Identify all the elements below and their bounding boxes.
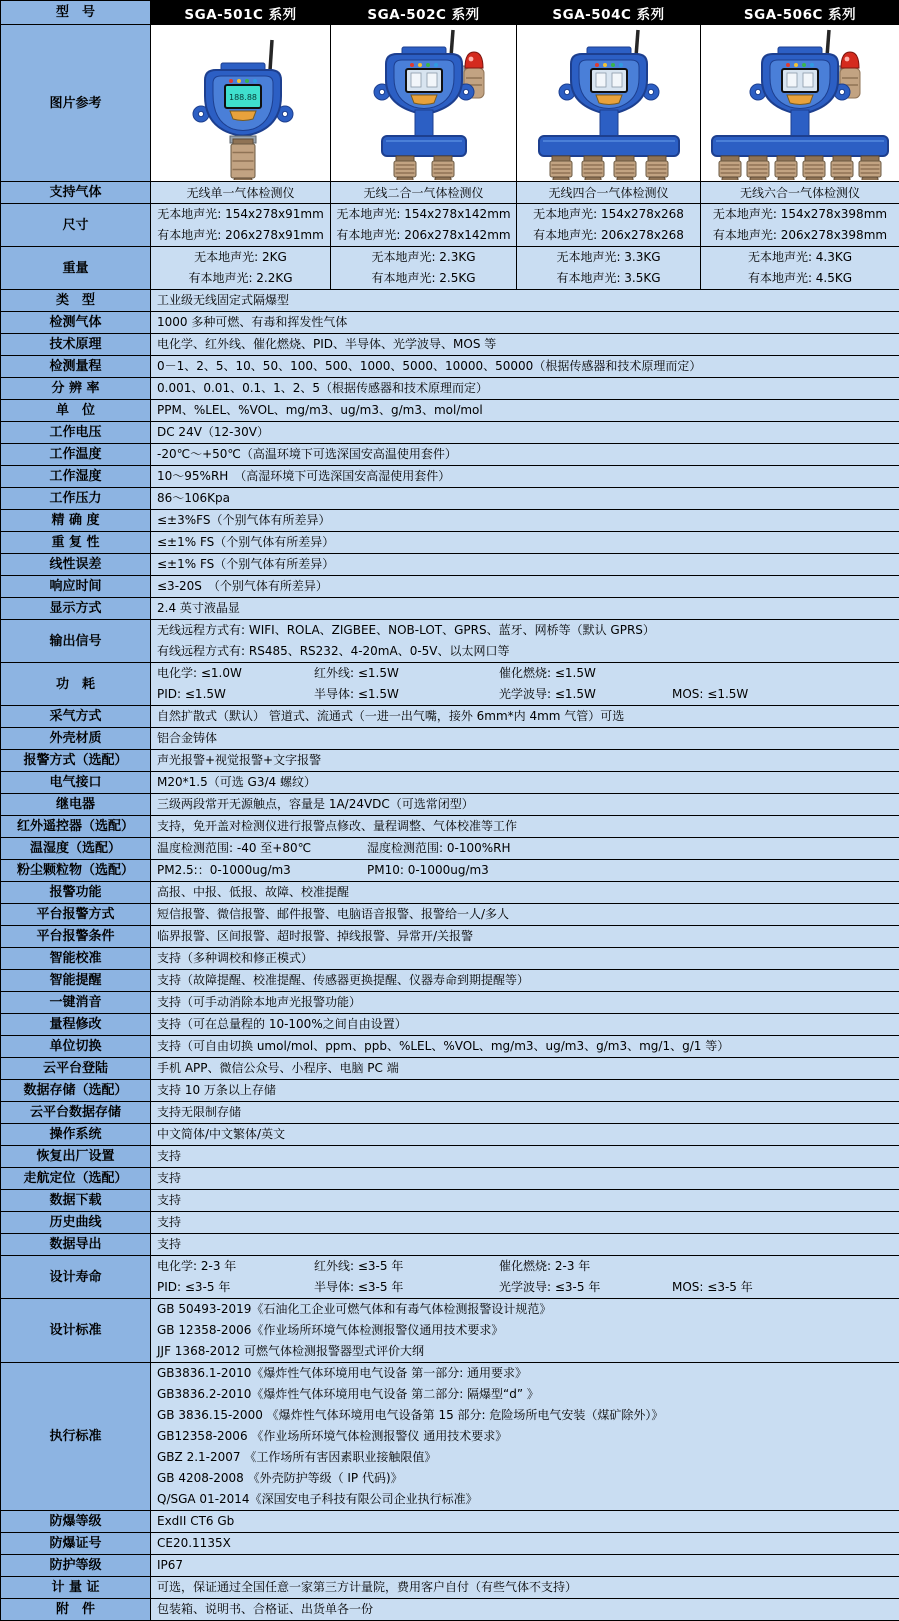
row-label: 重 复 性: [1, 532, 151, 554]
spec-row: [1, 400, 899, 422]
spec-value-cell: [151, 1555, 899, 1577]
spec-value-line: 86～106Kpa: [157, 488, 893, 509]
spec-value-line: PPM、%LEL、%VOL、mg/m3、ug/m3、g/m3、mol/mol: [157, 400, 893, 421]
row-label: 执行标准: [1, 1363, 151, 1511]
spec-value-line: ≤3-20S （个别气体有所差异）: [157, 576, 893, 597]
spec-value-cell: [151, 1102, 899, 1124]
spec-value-line: GBZ 2.1-2007 《工作场所有害因素职业接触限值》: [157, 1447, 893, 1468]
spec-value-line: 包装箱、说明书、合格证、出货单各一份: [157, 1599, 893, 1620]
spec-row: [1, 1212, 899, 1234]
spec-value-line: 支持: [157, 1146, 893, 1167]
spec-value-cell: [151, 772, 899, 794]
product-value-line: 有本地声光: 2.5KG: [333, 268, 514, 289]
product-value-line: 有本地声光: 4.5KG: [703, 268, 897, 289]
spec-value-line: GB3836.1-2010《爆炸性气体环境用电气设备 第一部分: 通用要求》: [157, 1363, 893, 1384]
product-value-line: 有本地声光: 3.5KG: [519, 268, 698, 289]
row-label: 技术原理: [1, 334, 151, 356]
row-label: 电气接口: [1, 772, 151, 794]
spec-value-cell: [151, 1014, 899, 1036]
spec-value-segment: PM10: 0-1000ug/m3: [367, 860, 489, 881]
spec-value-line: 支持（可手动消除本地声光报警功能）: [157, 992, 893, 1013]
spec-value-cell: [151, 1036, 899, 1058]
row-label: 线性误差: [1, 554, 151, 576]
row-label: 检测量程: [1, 356, 151, 378]
row-label: 重量: [1, 247, 151, 290]
row-label: 显示方式: [1, 598, 151, 620]
spec-value-cell: [151, 860, 899, 882]
product-value-line: 有本地声光: 2.2KG: [153, 268, 328, 289]
spec-row: [1, 1577, 899, 1599]
spec-row: [1, 728, 899, 750]
product-value-line: 无本地声光: 2.3KG: [333, 247, 514, 268]
spec-row: [1, 356, 899, 378]
spec-value-cell: [151, 1599, 899, 1621]
model-name-2: SGA-502C 系列: [331, 1, 517, 25]
spec-value-cell: [151, 576, 899, 598]
row-label: 温湿度（选配）: [1, 838, 151, 860]
product-value-line: 无本地声光: 3.3KG: [519, 247, 698, 268]
row-label: 工作电压: [1, 422, 151, 444]
spec-row: [1, 290, 899, 312]
spec-value-cell: [151, 948, 899, 970]
product-value-cell: [701, 204, 899, 247]
spec-value-cell: [151, 1577, 899, 1599]
row-label: 类 型: [1, 290, 151, 312]
product-value-cell: 无线二合一气体检测仪: [331, 182, 517, 204]
spec-row: [1, 1190, 899, 1212]
spec-value-cell: [151, 422, 899, 444]
spec-value-cell: [151, 1212, 899, 1234]
row-label: 继电器: [1, 794, 151, 816]
spec-row: [1, 1256, 899, 1299]
spec-value-cell: [151, 1511, 899, 1533]
row-label: 精 确 度: [1, 510, 151, 532]
spec-row: [1, 816, 899, 838]
spec-value-segment: 红外线: ≤3-5 年: [314, 1256, 499, 1277]
product-value-line: 有本地声光: 206x278x142mm: [333, 225, 514, 246]
spec-value-cell: [151, 1234, 899, 1256]
spec-row: [1, 794, 899, 816]
row-label: 量程修改: [1, 1014, 151, 1036]
product-image-cell-4: [701, 25, 899, 182]
spec-row: [1, 860, 899, 882]
svg-text:188.88: 188.88: [229, 93, 257, 102]
row-label: 粉尘颗粒物（选配）: [1, 860, 151, 882]
spec-value-cell: [151, 510, 899, 532]
product-value-line: 无本地声光: 2KG: [153, 247, 328, 268]
spec-row: [1, 1168, 899, 1190]
spec-value-cell: [151, 794, 899, 816]
spec-row: [1, 1555, 899, 1577]
row-label: 操作系统: [1, 1124, 151, 1146]
product-value-cell: [701, 247, 899, 290]
row-label: 设计标准: [1, 1299, 151, 1363]
spec-row: [1, 1511, 899, 1533]
spec-row: [1, 1533, 899, 1555]
spec-row: [1, 706, 899, 728]
spec-value-cell: [151, 598, 899, 620]
image-row-label: 图片参考: [1, 25, 151, 182]
spec-value-line: ≤±1% FS（个别气体有所差异）: [157, 554, 893, 575]
gas-detector-single-sensor-image: [151, 26, 330, 180]
spec-value-line: 支持: [157, 1190, 893, 1211]
spec-value-line: 支持（故障提醒、校准提醒、传感器更换提醒、仪器寿命到期提醒等）: [157, 970, 893, 991]
spec-value-line: [157, 663, 893, 684]
spec-row: [1, 750, 899, 772]
product-value-cell: 无线单一气体检测仪: [151, 182, 331, 204]
row-label: 工作压力: [1, 488, 151, 510]
model-name-4: SGA-506C 系列: [701, 1, 899, 25]
row-label: 尺寸: [1, 204, 151, 247]
spec-value-line: GB 4208-2008 《外壳防护等级（ IP 代码)》: [157, 1468, 893, 1489]
row-label: 智能校准: [1, 948, 151, 970]
spec-value-cell: [151, 706, 899, 728]
spec-row: [1, 312, 899, 334]
row-label: 支持气体: [1, 182, 151, 204]
product-row: [1, 247, 899, 290]
spec-row: [1, 1036, 899, 1058]
spec-value-segment: 半导体: ≤3-5 年: [314, 1277, 499, 1298]
product-value-cell: 无线六合一气体检测仪: [701, 182, 899, 204]
spec-value-segment: 光学波导: ≤3-5 年: [499, 1277, 672, 1298]
row-label: 计 量 证: [1, 1577, 151, 1599]
product-value-cell: [151, 204, 331, 247]
spec-value-cell: [151, 882, 899, 904]
spec-value-line: 三级两段常开无源触点，容量是 1A/24VDC（可选常闭型）: [157, 794, 893, 815]
spec-value-line: 短信报警、微信报警、邮件报警、电脑语音报警、报警给一人/多人: [157, 904, 893, 925]
spec-value-cell: [151, 1190, 899, 1212]
row-label: 数据存储（选配）: [1, 1080, 151, 1102]
row-label: 云平台数据存储: [1, 1102, 151, 1124]
product-value-line: 无本地声光: 154x278x91mm: [153, 204, 328, 225]
spec-table-body: [1, 1, 899, 1621]
spec-value-line: 支持（可自由切换 umol/mol、ppm、ppb、%LEL、%VOL、mg/m3、ug/m3、g/m3、mg/1、g/1 等）: [157, 1036, 893, 1057]
spec-value-cell: [151, 488, 899, 510]
model-header-row: [1, 1, 899, 25]
spec-value-cell: [151, 728, 899, 750]
spec-value-segment: PM2.5:：0-1000ug/m3: [157, 860, 367, 881]
spec-value-cell: [151, 378, 899, 400]
row-label: 数据导出: [1, 1234, 151, 1256]
spec-value-cell: [151, 926, 899, 948]
model-name-3: SGA-504C 系列: [517, 1, 701, 25]
spec-row: [1, 1234, 899, 1256]
spec-value-line: M20*1.5（可选 G3/4 螺纹）: [157, 772, 893, 793]
product-value-line: 无本地声光: 154x278x398mm: [703, 204, 897, 225]
spec-row: [1, 488, 899, 510]
row-label: 走航定位（选配）: [1, 1168, 151, 1190]
row-label: 检测气体: [1, 312, 151, 334]
spec-value-segment: 温度检测范围: -40 至+80℃: [157, 838, 367, 859]
product-value-cell: [151, 247, 331, 290]
spec-value-cell: [151, 838, 899, 860]
row-label: 分 辨 率: [1, 378, 151, 400]
row-label: 一键消音: [1, 992, 151, 1014]
row-label: 报警方式（选配）: [1, 750, 151, 772]
spec-value-segment: 光学波导: ≤1.5W: [499, 684, 672, 705]
product-row: [1, 182, 899, 204]
spec-value-line: -20℃～+50℃（高温环境下可选深国安高温使用套件）: [157, 444, 893, 465]
row-label: 单 位: [1, 400, 151, 422]
spec-value-cell: [151, 1256, 899, 1299]
spec-row: [1, 510, 899, 532]
spec-row: [1, 554, 899, 576]
spec-value-segment: 湿度检测范围: 0-100%RH: [367, 838, 511, 859]
spec-value-cell: [151, 1124, 899, 1146]
spec-row: [1, 663, 899, 706]
row-label: 数据下载: [1, 1190, 151, 1212]
spec-row: [1, 444, 899, 466]
spec-value-cell: [151, 334, 899, 356]
spec-value-line: 自然扩散式（默认） 管道式、流通式（一进一出气嘴，接外 6mm*内 4mm 气管）可选: [157, 706, 893, 727]
spec-value-line: 1000 多种可燃、有毒和挥发性气体: [157, 312, 893, 333]
product-value-cell: [517, 247, 701, 290]
spec-value-cell: [151, 1363, 899, 1511]
row-label: 历史曲线: [1, 1212, 151, 1234]
spec-row: [1, 1599, 899, 1621]
spec-value-cell: [151, 356, 899, 378]
spec-row: [1, 882, 899, 904]
spec-value-line: 临界报警、区间报警、超时报警、掉线报警、异常开/关报警: [157, 926, 893, 947]
spec-value-line: 10～95%RH （高湿环境下可选深国安高湿使用套件）: [157, 466, 893, 487]
product-row: [1, 204, 899, 247]
spec-value-line: 支持，免开盖对检测仪进行报警点修改、量程调整、气体校准等工作: [157, 816, 893, 837]
spec-row: [1, 1102, 899, 1124]
product-image-cell-1: [151, 25, 331, 182]
product-value-cell: [331, 247, 517, 290]
spec-value-line: [157, 860, 893, 881]
gas-detector-6in1-beacon-image: [701, 26, 899, 180]
image-reference-row: [1, 25, 899, 182]
spec-value-line: 0.001、0.01、0.1、1、2、5（根据传感器和技术原理而定）: [157, 378, 893, 399]
row-label: 报警功能: [1, 882, 151, 904]
spec-value-line: GB 50493-2019《石油化工企业可燃气体和有毒气体检测报警设计规范》: [157, 1299, 893, 1320]
spec-row: [1, 334, 899, 356]
spec-value-line: GB3836.2-2010《爆炸性气体环境用电气设备 第二部分: 隔爆型“d” 》: [157, 1384, 893, 1405]
spec-value-cell: [151, 554, 899, 576]
spec-value-line: 2.4 英寸液晶显: [157, 598, 893, 619]
row-label: 附 件: [1, 1599, 151, 1621]
spec-row: [1, 620, 899, 663]
spec-value-line: GB12358-2006 《作业场所环境气体检测报警仪 通用技术要求》: [157, 1426, 893, 1447]
spec-value-cell: [151, 1299, 899, 1363]
spec-value-line: GB 12358-2006《作业场所环境气体检测报警仪通用技术要求》: [157, 1320, 893, 1341]
row-label: 恢复出厂设置: [1, 1146, 151, 1168]
row-label: 防爆等级: [1, 1511, 151, 1533]
spec-value-line: 有线远程方式有: RS485、RS232、4-20mA、0-5V、以太网口等: [157, 641, 893, 662]
spec-value-cell: [151, 444, 899, 466]
product-value-line: 无本地声光: 154x278x268: [519, 204, 698, 225]
product-value-line: 有本地声光: 206x278x268: [519, 225, 698, 246]
product-value-cell: 无线四合一气体检测仪: [517, 182, 701, 204]
spec-value-cell: [151, 1058, 899, 1080]
row-label: 工作湿度: [1, 466, 151, 488]
spec-value-line: IP67: [157, 1555, 893, 1576]
row-label: 外壳材质: [1, 728, 151, 750]
row-label: 平台报警条件: [1, 926, 151, 948]
spec-value-line: 0－1、2、5、10、50、100、500、1000、5000、10000、50000（根据传感器和技术原理而定）: [157, 356, 893, 377]
spec-value-segment: 催化燃烧: 2-3 年: [499, 1256, 590, 1277]
spec-value-cell: [151, 992, 899, 1014]
spec-row: [1, 1299, 899, 1363]
spec-row: [1, 948, 899, 970]
spec-row: [1, 838, 899, 860]
spec-value-line: 手机 APP、微信公众号、小程序、电脑 PC 端: [157, 1058, 893, 1079]
model-name-1: SGA-501C 系列: [151, 1, 331, 25]
spec-row: [1, 576, 899, 598]
row-label: 设计寿命: [1, 1256, 151, 1299]
spec-value-cell: [151, 1168, 899, 1190]
model-label-cell: 型 号: [1, 1, 151, 25]
spec-row: [1, 1363, 899, 1511]
row-label: 工作温度: [1, 444, 151, 466]
product-value-line: 无本地声光: 154x278x142mm: [333, 204, 514, 225]
spec-row: [1, 422, 899, 444]
spec-row: [1, 904, 899, 926]
spec-value-line: 支持 10 万条以上存储: [157, 1080, 893, 1101]
row-label: 功 耗: [1, 663, 151, 706]
spec-value-cell: [151, 1146, 899, 1168]
row-label: 防护等级: [1, 1555, 151, 1577]
spec-value-cell: [151, 1080, 899, 1102]
spec-value-line: ≤±3%FS（个别气体有所差异）: [157, 510, 893, 531]
spec-value-cell: [151, 290, 899, 312]
gas-detector-2in1-beacon-image: [331, 26, 516, 180]
spec-value-line: Q/SGA 01-2014《深国安电子科技有限公司企业执行标准》: [157, 1489, 893, 1510]
spec-value-cell: [151, 400, 899, 422]
spec-value-line: CE20.1135X: [157, 1533, 893, 1554]
spec-value-line: 工业级无线固定式隔爆型: [157, 290, 893, 311]
spec-row: [1, 1124, 899, 1146]
spec-value-line: [157, 838, 893, 859]
spec-value-line: 支持: [157, 1234, 893, 1255]
spec-row: [1, 466, 899, 488]
row-label: 云平台登陆: [1, 1058, 151, 1080]
row-label: 平台报警方式: [1, 904, 151, 926]
row-label: 响应时间: [1, 576, 151, 598]
spec-value-cell: [151, 663, 899, 706]
product-value-line: 有本地声光: 206x278x91mm: [153, 225, 328, 246]
spec-value-line: JJF 1368-2012 可燃气体检测报警器型式评价大纲: [157, 1341, 893, 1362]
spec-value-line: 支持: [157, 1168, 893, 1189]
spec-row: [1, 378, 899, 400]
spec-row: [1, 772, 899, 794]
spec-value-cell: [151, 466, 899, 488]
spec-value-line: 无线远程方式有: WIFI、ROLA、ZIGBEE、NOB-LOT、GPRS、蓝牙、网桥等（默认 GPRS）: [157, 620, 893, 641]
spec-value-line: 高报、中报、低报、故障、校准提醒: [157, 882, 893, 903]
row-label: 采气方式: [1, 706, 151, 728]
product-image-cell-3: [517, 25, 701, 182]
gas-detector-4in1-image: [517, 26, 700, 180]
spec-value-line: 中文简体/中文繁体/英文: [157, 1124, 893, 1145]
spec-row: [1, 992, 899, 1014]
spec-value-segment: PID: ≤3-5 年: [157, 1277, 314, 1298]
spec-row: [1, 598, 899, 620]
spec-value-cell: [151, 532, 899, 554]
product-image-cell-2: [331, 25, 517, 182]
spec-value-line: ExdII CT6 Gb: [157, 1511, 893, 1532]
spec-row: [1, 1146, 899, 1168]
spec-value-line: DC 24V（12-30V）: [157, 422, 893, 443]
spec-value-line: 支持: [157, 1212, 893, 1233]
spec-value-line: 支持（多种调校和修正模式）: [157, 948, 893, 969]
spec-value-line: 电化学、红外线、催化燃烧、PID、半导体、光学波导、MOS 等: [157, 334, 893, 355]
spec-value-segment: 催化燃烧: ≤1.5W: [499, 663, 596, 684]
row-label: 输出信号: [1, 620, 151, 663]
row-label: 红外遥控器（选配）: [1, 816, 151, 838]
spec-value-cell: [151, 816, 899, 838]
spec-value-line: 声光报警+视觉报警+文字报警: [157, 750, 893, 771]
spec-value-line: GB 3836.15-2000 《爆炸性气体环境用电气设备第 15 部分: 危险场所电气安装（煤矿除外）》: [157, 1405, 893, 1426]
spec-value-line: 支持无限制存储: [157, 1102, 893, 1123]
product-value-cell: [517, 204, 701, 247]
spec-value-segment: MOS: ≤3-5 年: [672, 1277, 753, 1298]
spec-row: [1, 532, 899, 554]
spec-value-segment: 电化学: ≤1.0W: [157, 663, 314, 684]
product-value-cell: [331, 204, 517, 247]
spec-value-cell: [151, 1533, 899, 1555]
spec-value-cell: [151, 970, 899, 992]
spec-row: [1, 1014, 899, 1036]
product-value-line: 有本地声光: 206x278x398mm: [703, 225, 897, 246]
spec-value-segment: MOS: ≤1.5W: [672, 684, 748, 705]
spec-value-line: 铝合金铸体: [157, 728, 893, 749]
spec-value-segment: 红外线: ≤1.5W: [314, 663, 499, 684]
spec-value-line: [157, 1256, 893, 1277]
row-label: 智能提醒: [1, 970, 151, 992]
spec-value-segment: 电化学: 2-3 年: [157, 1256, 314, 1277]
spec-value-cell: [151, 904, 899, 926]
spec-value-cell: [151, 312, 899, 334]
spec-value-segment: 半导体: ≤1.5W: [314, 684, 499, 705]
spec-value-line: ≤±1% FS（个别气体有所差异）: [157, 532, 893, 553]
spec-value-line: [157, 1277, 893, 1298]
spec-row: [1, 1080, 899, 1102]
spec-row: [1, 1058, 899, 1080]
spec-value-cell: [151, 750, 899, 772]
spec-value-segment: PID: ≤1.5W: [157, 684, 314, 705]
spec-value-line: [157, 684, 893, 705]
row-label: 单位切换: [1, 1036, 151, 1058]
spec-value-line: 支持（可在总量程的 10-100%之间自由设置）: [157, 1014, 893, 1035]
spec-value-cell: [151, 620, 899, 663]
spec-value-line: 可选，保证通过全国任意一家第三方计量院，费用客户自付（有些气体不支持）: [157, 1577, 893, 1598]
spec-row: [1, 970, 899, 992]
row-label: 防爆证号: [1, 1533, 151, 1555]
product-value-line: 无本地声光: 4.3KG: [703, 247, 897, 268]
spec-row: [1, 926, 899, 948]
